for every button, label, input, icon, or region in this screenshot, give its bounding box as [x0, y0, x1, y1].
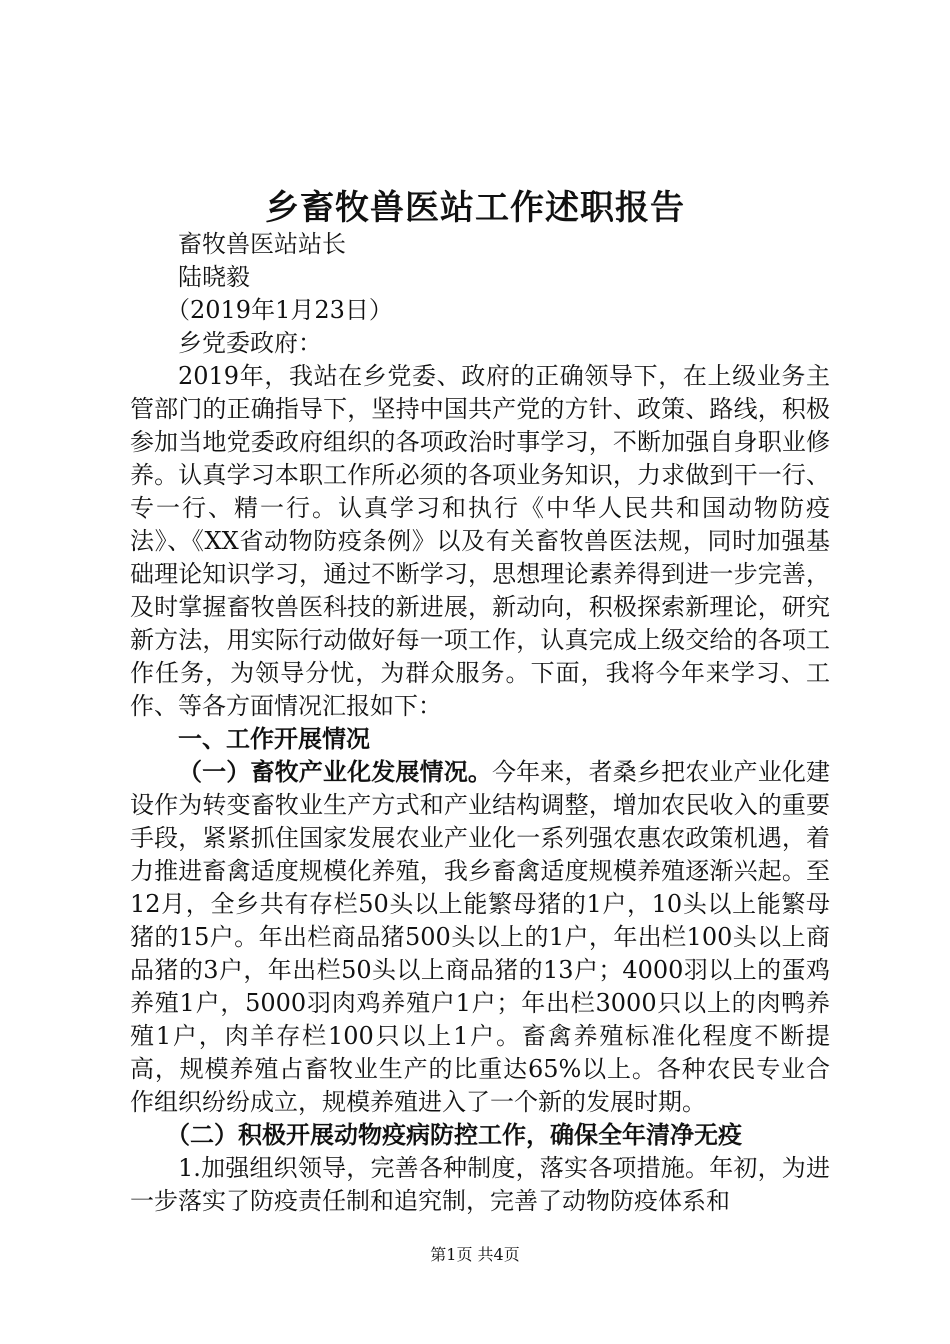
author-name: 陆晓毅	[178, 263, 250, 291]
section-heading: 一、工作开展情况	[178, 725, 370, 753]
subsection-2-heading: （二）积极开展动物疫病防控工作，确保全年清净无疫	[166, 1121, 742, 1149]
document-body	[130, 228, 830, 1218]
subsection-1-paragraph	[130, 756, 830, 1119]
page-footer: 第1页 共4页	[430, 1245, 520, 1264]
subsection-1-text: 今年来，者桑乡把农业产业化建设作为转变畜牧业生产方式和产业结构调整，增加农民收入的重要手段，紧紧抓住国家发展农业产业化一系列强农惠农政策机遇，着力推进畜禽适度规模化养殖，我乡畜禽适度规模养殖逐渐兴起。至12月，全乡共有存栏50头以上能繁母猪的1户，10头以上能繁母猪的15户。年出栏商品猪500头以上的1户，年出栏100头以上商品猪的3户，年出栏50头以上商品猪的13户；4000羽以上的蛋鸡养殖1户，5000羽肉鸡养殖户1户；年出栏3000只以上的肉鸭养殖1户，肉羊存栏100只以上1户。畜禽养殖标准化程度不断提高，规模养殖占畜牧业生产的比重达65%以上。各种农民专业合作组织纷纷成立，规模养殖进入了一个新的发展时期。	[130, 758, 830, 1116]
report-date: （2019年1月23日）	[166, 296, 393, 324]
subsection-1-lead: （一）畜牧产业化发展情况。	[178, 758, 492, 786]
document-title: 乡畜牧兽医站工作述职报告	[265, 188, 685, 228]
salutation: 乡党委政府：	[178, 329, 322, 357]
author-position: 畜牧兽医站站长	[178, 230, 346, 258]
item-1-paragraph: 1.加强组织领导，完善各种制度，落实各项措施。年初，为进一步落实了防疫责任制和追究制，完善了动物防疫体系和	[130, 1154, 830, 1215]
intro-paragraph: 2019年，我站在乡党委、政府的正确领导下，在上级业务主管部门的正确指导下，坚持中国共产党的方针、政策、路线，积极参加当地党委政府组织的各项政治时事学习，不断加强自身职业修养。认真学习本职工作所必须的各项业务知识，力求做到干一行、专一行、精一行。认真学习和执行《中华人民共和国动物防疫法》、《XX省动物防疫条例》以及有关畜牧兽医法规，同时加强基础理论知识学习，通过不断学习，思想理论素养得到进一步完善，及时掌握畜牧兽医科技的新进展，新动向，积极探索新理论，研究新方法，用实际行动做好每一项工作，认真完成上级交给的各项工作任务，为领导分忧，为群众服务。下面，我将今年来学习、工作、等各方面情况汇报如下：	[130, 362, 830, 720]
